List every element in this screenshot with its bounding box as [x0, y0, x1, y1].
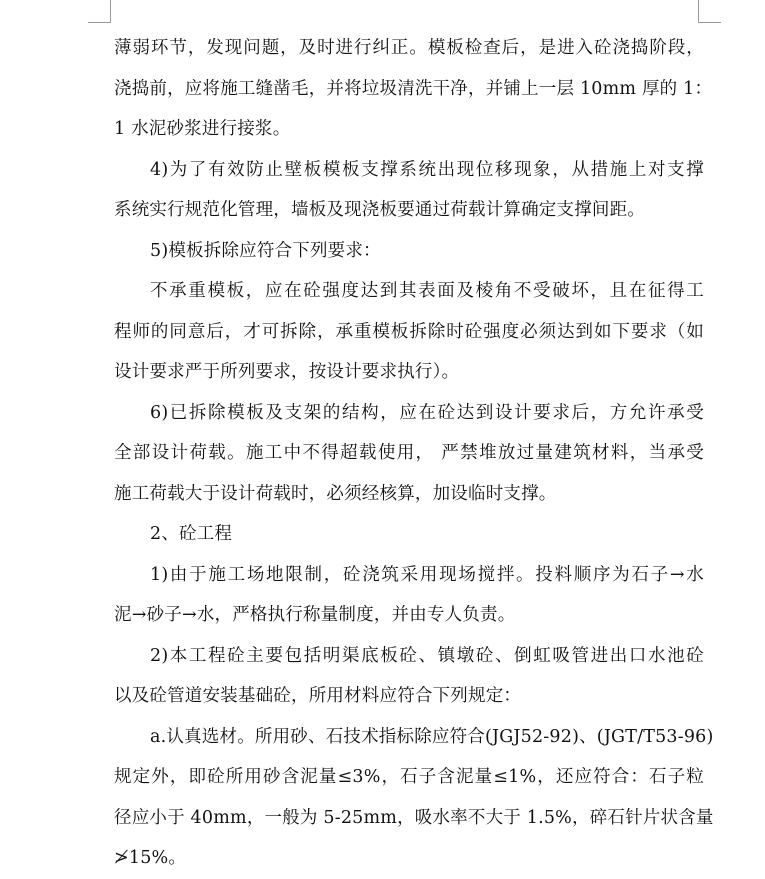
text-line: 全部设计荷载。施工中不得超载使用， 严禁堆放过量建筑材料，当承受 [114, 443, 704, 463]
text-line: 浇捣前，应将施工缝凿毛，并将垃圾清洗干净，并铺上一层 10mm 厚的 1： [114, 78, 713, 99]
text-line: 2)本工程砼主要包括明渠底板砼、镇墩砼、倒虹吸管进出口水池砼 [150, 645, 704, 666]
text-line: 4)为了有效防止壁板模板支撑系统出现位移现象，从措施上对支撑 [150, 159, 704, 180]
section-heading: 2、砼工程 [150, 524, 233, 544]
text-line: 6)已拆除模板及支架的结构，应在砼达到设计要求后，方允许承受 [150, 402, 704, 423]
text-line: 薄弱环节，发现问题，及时进行纠正。模板检查后，是进入砼浇捣阶段， [114, 38, 704, 58]
text-line: 5)模板拆除应符合下列要求： [150, 240, 381, 261]
text-line: ≯15%。 [114, 848, 187, 868]
text-line: 规定外，即砼所用砂含泥量≤3%，石子含泥量≤1%，还应符合：石子粒 [114, 767, 704, 787]
page-corner-mark-top-left [88, 0, 111, 23]
text-line: 不承重模板，应在砼强度达到其表面及棱角不受破坏，且在征得工 [150, 281, 704, 301]
text-line: 系统实行规范化管理，墙板及现浇板要通过荷载计算确定支撑间距。 [114, 200, 645, 220]
text-line: 施工荷载大于设计荷载时，必须经核算，加设临时支撑。 [114, 483, 557, 504]
page-corner-mark-top-right [698, 0, 721, 23]
text-line: a.认真选材。所用砂、石技术指标除应符合(JGJ52-92)、(JGT/T53-96) [150, 726, 714, 747]
text-line: 1 水泥砂浆进行接浆。 [114, 119, 291, 139]
text-line: 径应小于 40mm，一般为 5-25mm，吸水率不大于 1.5%，碎石针片状含量 [114, 807, 714, 828]
text-line: 泥→砂子→水，严格执行称量制度，并由专人负责。 [114, 605, 516, 625]
text-line: 以及砼管道安装基础砼，所用材料应符合下列规定： [114, 686, 522, 706]
document-body[interactable] [114, 28, 714, 879]
text-line: 程师的同意后，才可拆除，承重模板拆除时砼强度必须达到如下要求（如 [114, 321, 704, 342]
text-line: 设计要求严于所列要求，按设计要求执行）。 [114, 362, 460, 382]
text-line: 1)由于施工场地限制，砼浇筑采用现场搅拌。投料顺序为石子→水 [150, 564, 704, 585]
